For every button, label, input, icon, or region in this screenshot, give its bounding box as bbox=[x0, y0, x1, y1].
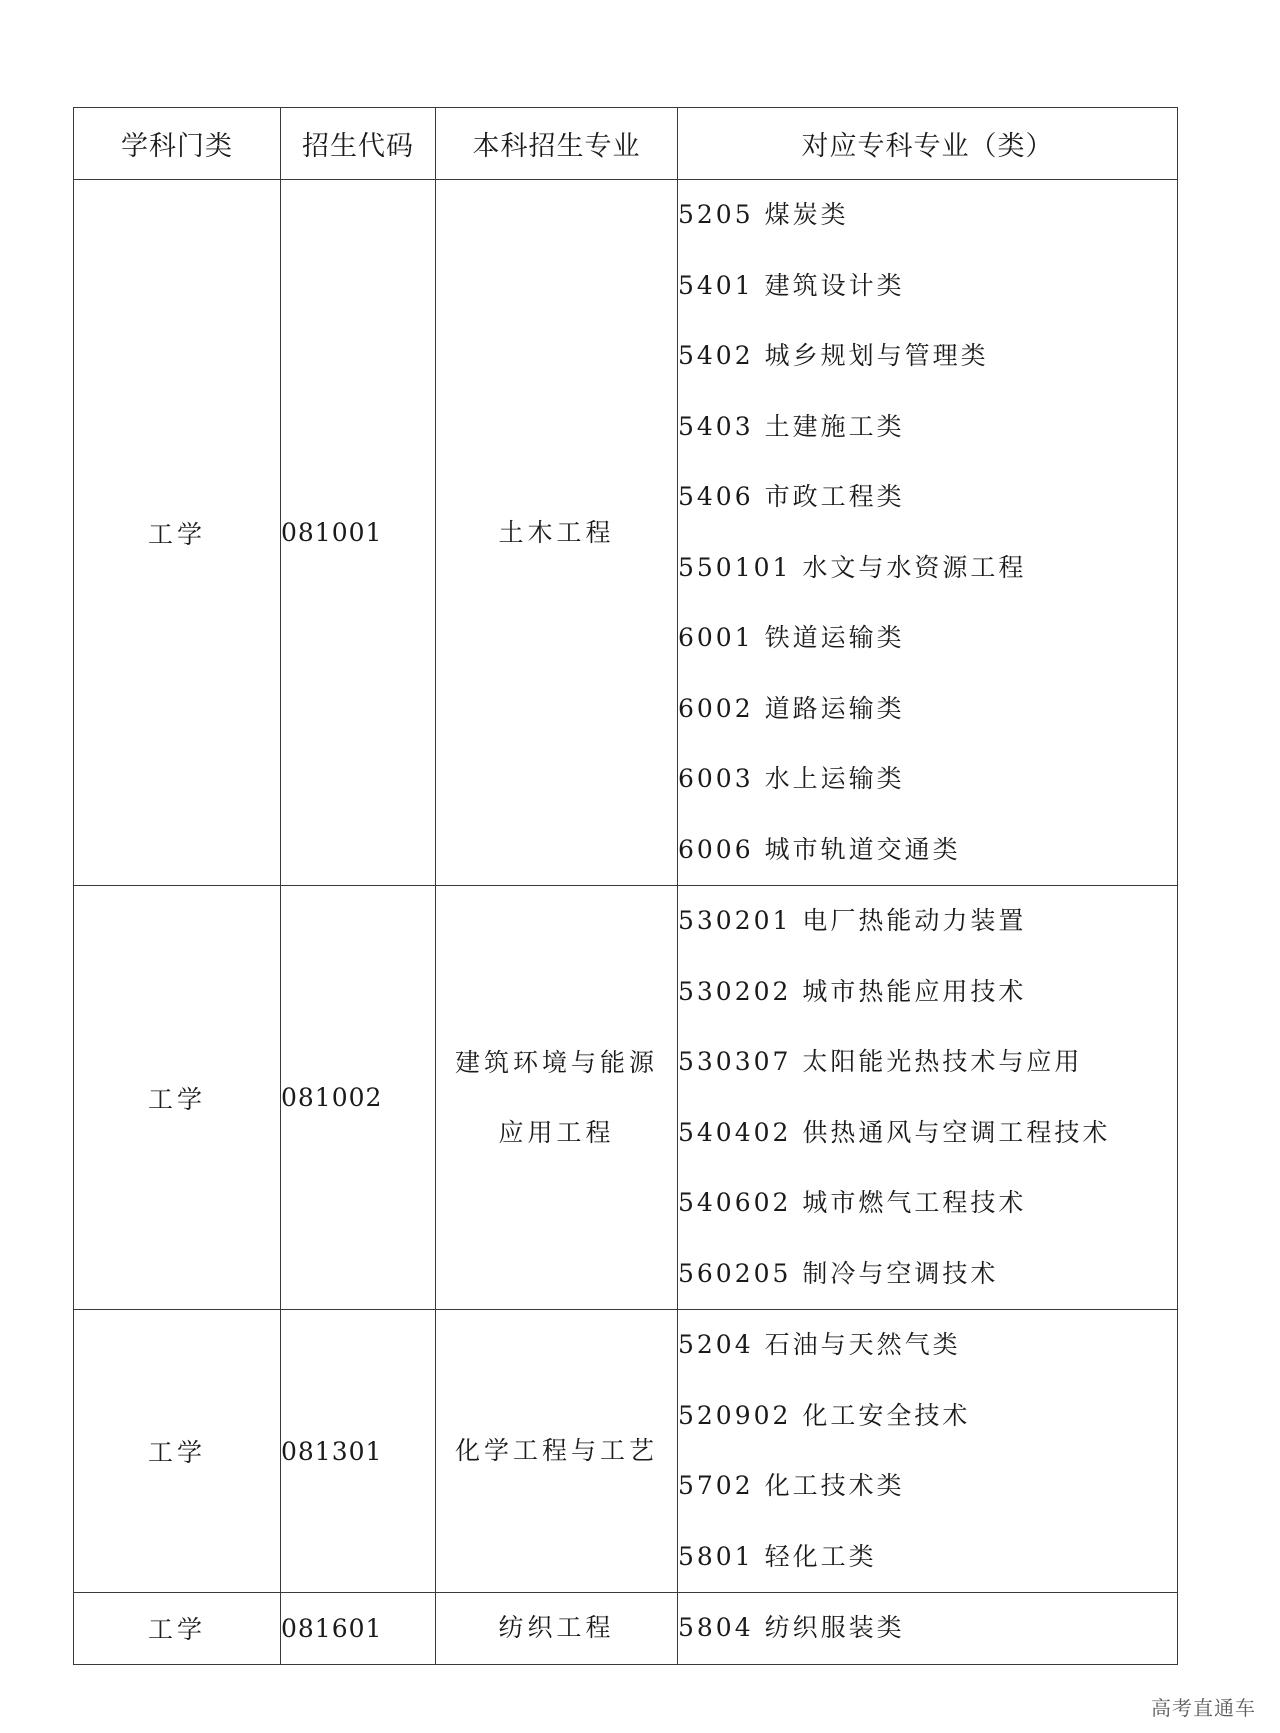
specialty-item: 5205 煤炭类 bbox=[678, 200, 849, 229]
table-row bbox=[74, 1593, 1178, 1665]
category-cell: 工学 bbox=[74, 1593, 281, 1665]
specialty-cell bbox=[678, 1593, 1178, 1665]
specialty-item: 540602 城市燃气工程技术 bbox=[678, 1188, 1027, 1217]
specialty-item: 5702 化工技术类 bbox=[678, 1471, 905, 1500]
specialty-item: 6002 道路运输类 bbox=[678, 693, 905, 723]
major-line: 化学工程与工艺 bbox=[454, 1436, 658, 1465]
specialty-item: 5406 市政工程类 bbox=[678, 482, 905, 511]
specialty-item: 5402 城乡规划与管理类 bbox=[678, 341, 989, 370]
category-cell: 工学 bbox=[74, 180, 281, 886]
specialty-item: 520902 化工安全技术 bbox=[678, 1400, 971, 1430]
major-correspondence-table bbox=[73, 107, 1178, 1665]
header-category: 学科门类 bbox=[74, 108, 281, 180]
specialty-item: 5801 轻化工类 bbox=[678, 1541, 877, 1571]
major-line: 建筑环境与能源 bbox=[454, 1047, 658, 1077]
specialty-item: 530307 太阳能光热技术与应用 bbox=[678, 1047, 1083, 1076]
category-cell: 工学 bbox=[74, 1310, 281, 1593]
category-cell: 工学 bbox=[74, 886, 281, 1310]
specialty-item: 5804 纺织服装类 bbox=[678, 1613, 905, 1642]
specialty-item: 530201 电厂热能动力装置 bbox=[678, 906, 1027, 935]
major-cell bbox=[436, 1593, 678, 1665]
code-cell: 081001 bbox=[281, 180, 436, 886]
specialty-item: 550101 水文与水资源工程 bbox=[678, 552, 1027, 582]
watermark-text: 高考直通车 bbox=[1151, 1696, 1256, 1720]
table-row bbox=[74, 180, 1178, 886]
major-line: 土木工程 bbox=[498, 517, 615, 547]
specialty-item: 560205 制冷与空调技术 bbox=[678, 1258, 999, 1288]
specialty-item: 530202 城市热能应用技术 bbox=[678, 976, 1027, 1006]
table-header-row bbox=[74, 108, 1178, 180]
header-specialty: 对应专科专业（类） bbox=[678, 108, 1178, 180]
header-code: 招生代码 bbox=[281, 108, 436, 180]
specialty-item: 5401 建筑设计类 bbox=[678, 270, 905, 300]
specialty-cell bbox=[678, 1310, 1178, 1593]
specialty-item: 6006 城市轨道交通类 bbox=[678, 834, 961, 864]
code-cell: 081301 bbox=[281, 1310, 436, 1593]
major-cell bbox=[436, 1310, 678, 1593]
major-cell bbox=[436, 886, 678, 1310]
specialty-cell bbox=[678, 180, 1178, 886]
specialty-item: 6003 水上运输类 bbox=[678, 764, 905, 793]
table-row bbox=[74, 1310, 1178, 1593]
code-cell: 081601 bbox=[281, 1593, 436, 1665]
code-cell: 081002 bbox=[281, 886, 436, 1310]
specialty-item: 540402 供热通风与空调工程技术 bbox=[678, 1117, 1111, 1147]
major-line: 纺织工程 bbox=[498, 1613, 615, 1643]
header-major: 本科招生专业 bbox=[436, 108, 678, 180]
table-row bbox=[74, 886, 1178, 1310]
specialty-item: 5204 石油与天然气类 bbox=[678, 1330, 961, 1359]
major-line: 应用工程 bbox=[498, 1117, 615, 1147]
specialty-cell bbox=[678, 886, 1178, 1310]
major-cell bbox=[436, 180, 678, 886]
specialty-item: 6001 铁道运输类 bbox=[678, 623, 905, 652]
specialty-item: 5403 土建施工类 bbox=[678, 411, 905, 441]
